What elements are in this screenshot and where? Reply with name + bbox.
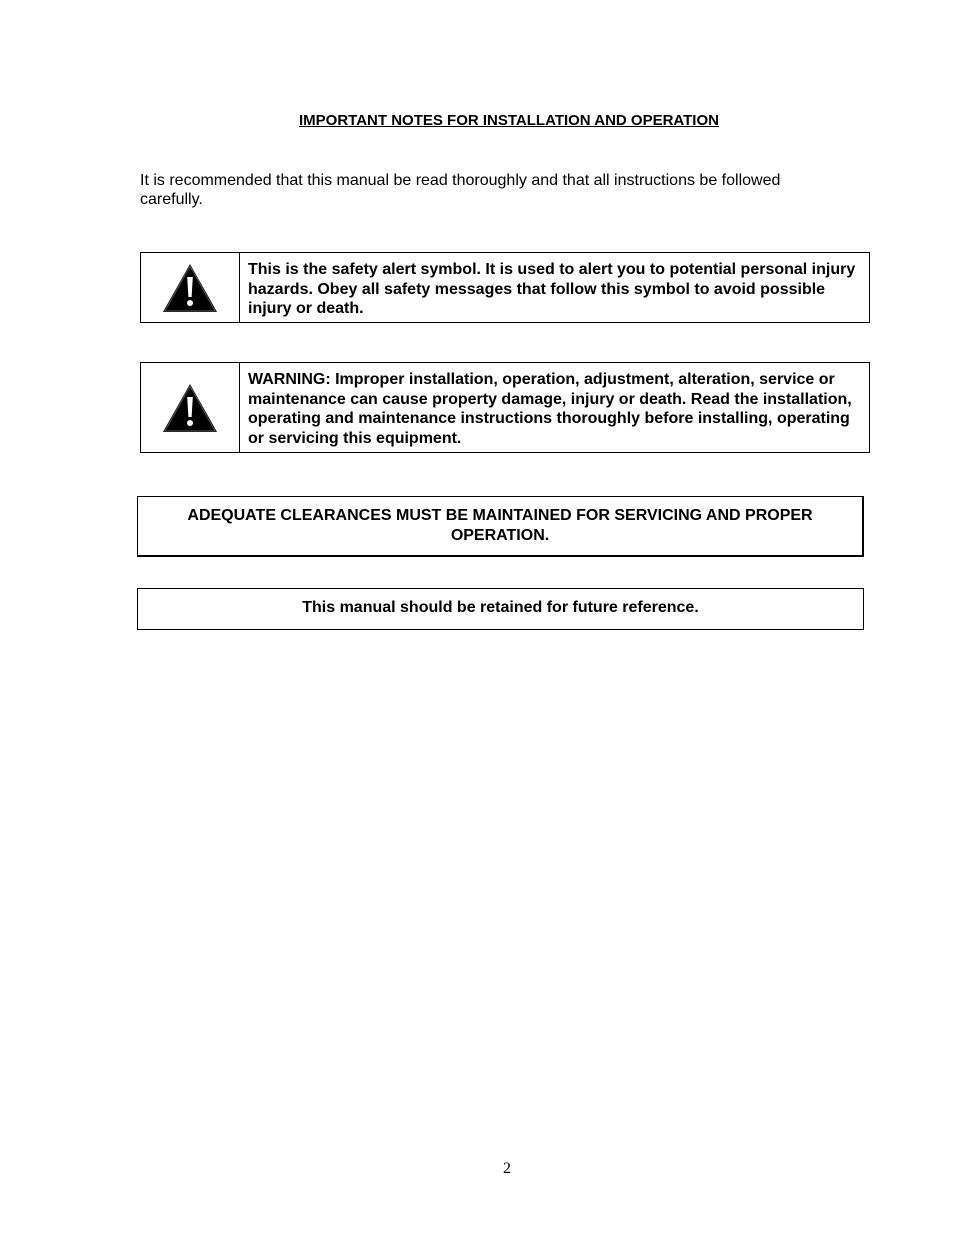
icon-cell bbox=[141, 253, 240, 322]
safety-alert-triangle-icon bbox=[160, 261, 220, 315]
warning-text: WARNING: Improper installation, operation, adjustment, alteration, service or maintenance can cause property damage, injury or death. Read the installation, operating and maintenance instructions thoroughly before installing, operating or servicing this equipment. bbox=[248, 371, 852, 447]
safety-alert-box bbox=[140, 252, 870, 323]
clearance-notice: ADEQUATE CLEARANCES MUST BE MAINTAINED FOR SERVICING AND PROPER OPERATION. bbox=[137, 496, 864, 557]
safety-alert-triangle-icon bbox=[160, 381, 220, 435]
intro-paragraph: It is recommended that this manual be read thoroughly and that all instructions be followed carefully. bbox=[140, 172, 781, 208]
safety-alert-text: This is the safety alert symbol. It is used to alert you to potential personal injury hazards. Obey all safety messages that follow this symbol to avoid possible injury or death. bbox=[248, 261, 856, 317]
warning-box bbox=[140, 362, 870, 453]
page-number: 2 bbox=[503, 1160, 511, 1177]
retain-notice: This manual should be retained for future reference. bbox=[137, 588, 864, 630]
page-title: IMPORTANT NOTES FOR INSTALLATION AND OPERATION bbox=[299, 112, 719, 129]
icon-cell bbox=[141, 363, 240, 452]
